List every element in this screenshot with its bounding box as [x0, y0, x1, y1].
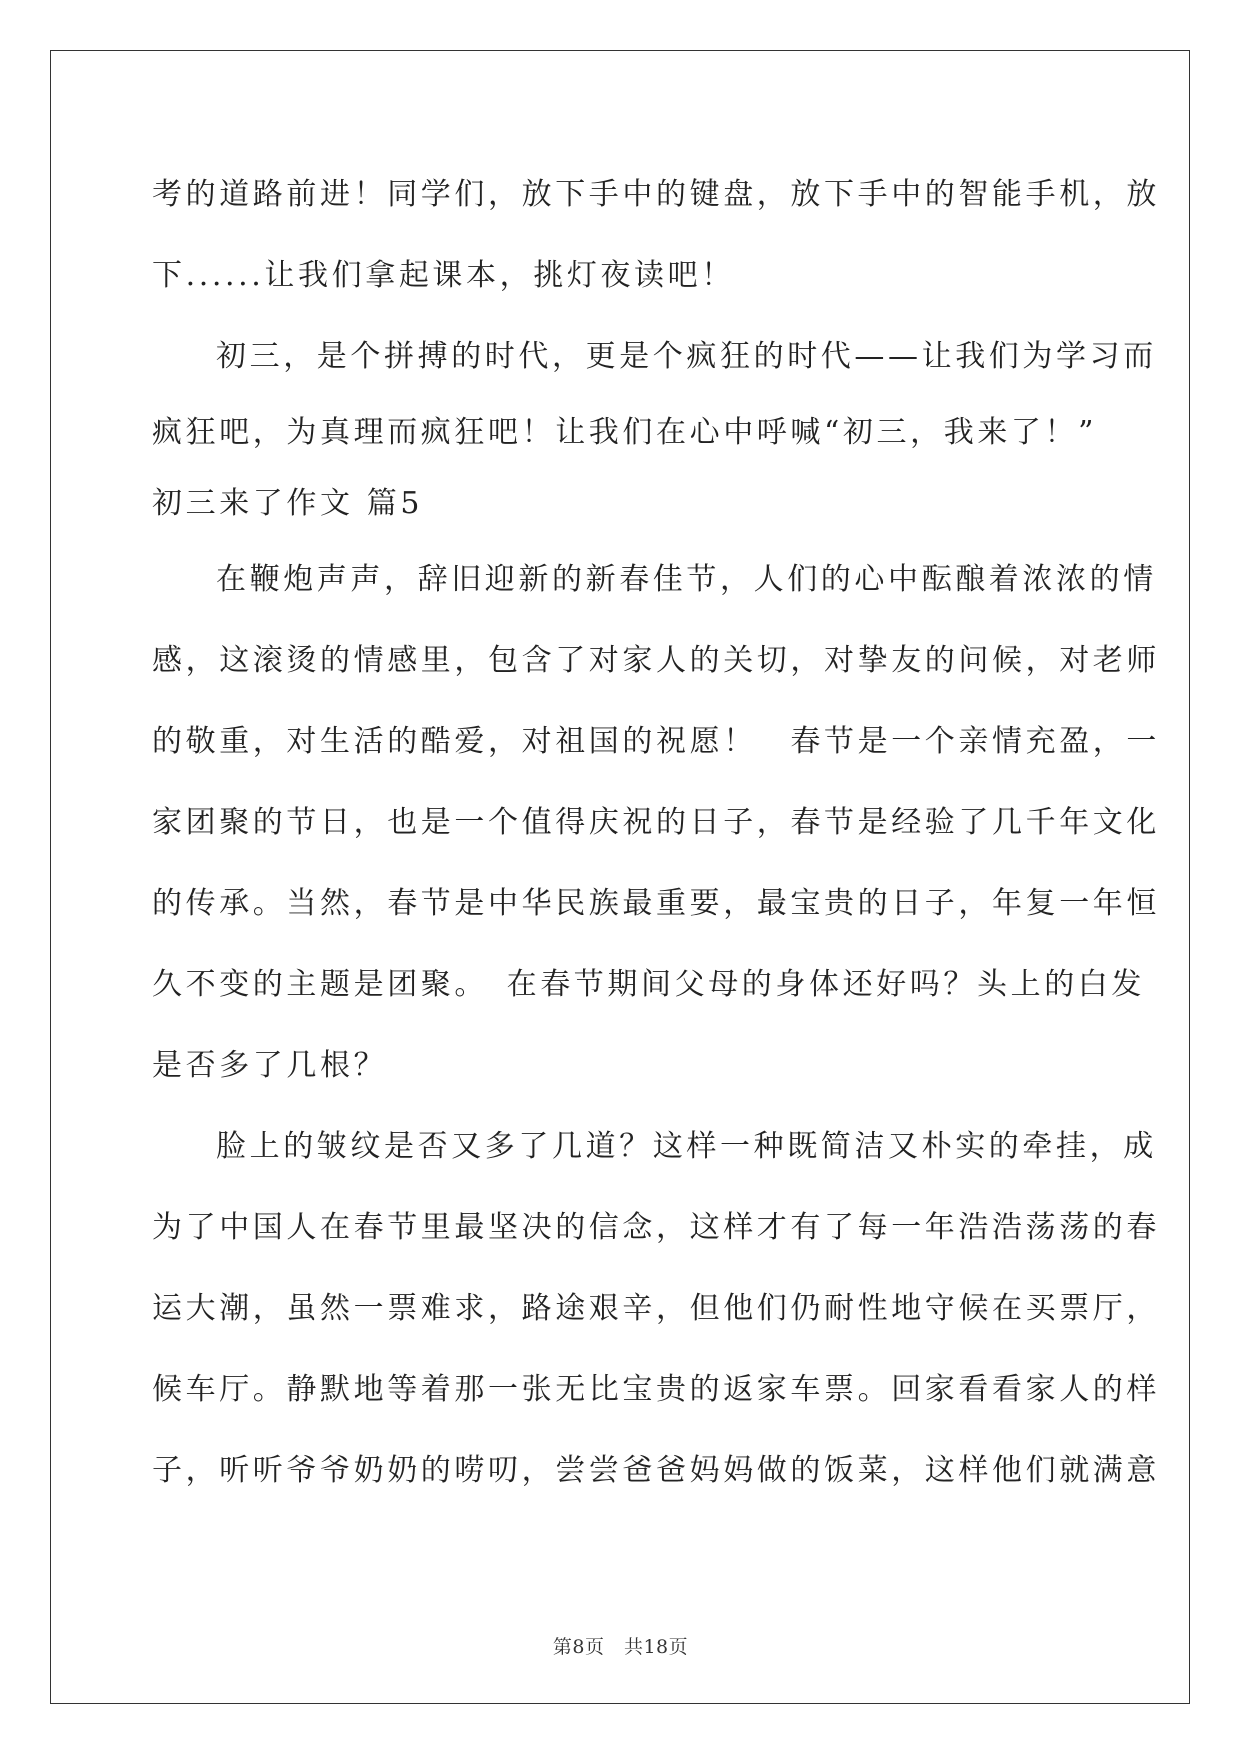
- text-line: 是否多了几根？: [152, 1048, 388, 1083]
- text-line: 的传承。当然，春节是中华民族最重要，最宝贵的日子，年复一年恒: [152, 886, 1160, 921]
- text-line: 家团聚的节日，也是一个值得庆祝的日子，春节是经验了几千年文化: [152, 805, 1160, 840]
- section-heading: 初三来了作文 篇5: [152, 486, 424, 521]
- text-line: 疯狂吧，为真理而疯狂吧！让我们在心中呼喊“初三，我来了！”: [152, 415, 1098, 450]
- text-line: 运大潮，虽然一票难求，路途艰辛，但他们仍耐性地守候在买票厅，: [152, 1291, 1160, 1326]
- text-line: 为了中国人在春节里最坚决的信念，这样才有了每一年浩浩荡荡的春: [152, 1210, 1160, 1245]
- page-number-footer: 第8页 共18页: [552, 1636, 689, 1658]
- text-line: 考的道路前进！同学们，放下手中的键盘，放下手中的智能手机，放: [152, 177, 1160, 212]
- paragraph-start-line: 初三，是个拼搏的时代，更是个疯狂的时代——让我们为学习而: [216, 339, 1157, 374]
- paragraph-start-line: 在鞭炮声声，辞旧迎新的新春佳节，人们的心中酝酿着浓浓的情: [216, 562, 1157, 597]
- document-body: [152, 154, 1160, 1511]
- text-line: 子，听听爷爷奶奶的唠叨，尝尝爸爸妈妈做的饭菜，这样他们就满意: [152, 1453, 1160, 1488]
- text-line: 下......让我们拿起课本，挑灯夜读吧！: [152, 258, 735, 293]
- paragraph-start-line: 脸上的皱纹是否又多了几道？这样一种既简洁又朴实的牵挂，成: [216, 1129, 1157, 1164]
- text-line: 感，这滚烫的情感里，包含了对家人的关切，对挚友的问候，对老师: [152, 643, 1160, 678]
- text-line: 的敬重，对生活的酷爱，对祖国的祝愿！ 春节是一个亲情充盈，一: [152, 724, 1160, 759]
- text-line: 候车厅。静默地等着那一张无比宝贵的返家车票。回家看看家人的样: [152, 1372, 1160, 1407]
- text-line: 久不变的主题是团聚。 在春节期间父母的身体还好吗？头上的白发: [152, 967, 1145, 1002]
